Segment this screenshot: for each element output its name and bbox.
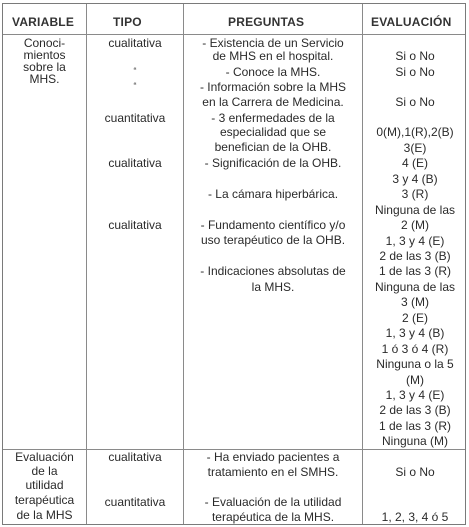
evaluacion-line: Si o No bbox=[395, 95, 435, 109]
pregunta-line: - Indicaciones absolutas de bbox=[200, 264, 346, 278]
evaluacion-line: 1 ó 3 ó 4 (R) bbox=[381, 342, 449, 356]
evaluacion-line: 1, 3 y 4 (E) bbox=[385, 388, 445, 402]
tipo-cell: cuantitativa bbox=[104, 495, 166, 509]
evaluacion-line: Ninguna (M) bbox=[381, 434, 449, 448]
evaluation-table bbox=[2, 3, 466, 525]
evaluacion-line: (M) bbox=[406, 373, 424, 387]
tipo-cell: cuantitativa bbox=[104, 111, 166, 125]
tipo-cell: cualitativa bbox=[108, 36, 162, 50]
pregunta-line: - Información sobre la MHS bbox=[199, 80, 347, 94]
pregunta-line: - Evaluación de la utilidad bbox=[204, 495, 342, 509]
evaluacion-line: 4 (E) bbox=[401, 156, 428, 170]
evaluacion-line: 3 y 4 (B) bbox=[392, 172, 438, 186]
variable-line: de la bbox=[31, 464, 58, 478]
header-tipo: TIPO bbox=[113, 15, 142, 29]
tipo-cell: cualitativa bbox=[108, 218, 162, 232]
variable-line: mientos bbox=[23, 48, 66, 62]
pregunta-line: - La cámara hiperbárica. bbox=[207, 187, 339, 201]
evaluacion-line: 3 (R) bbox=[401, 187, 429, 201]
evaluacion-line: Si o No bbox=[395, 65, 435, 79]
variable-line: Evaluación bbox=[15, 450, 74, 464]
variable-line: Conoci- bbox=[23, 36, 66, 50]
evaluacion-line: 0(M),1(R),2(B) bbox=[376, 125, 454, 139]
pregunta-line: especialidad que se bbox=[219, 125, 327, 139]
pregunta-line: benefician de la OHB. bbox=[214, 140, 332, 154]
evaluacion-line: 1, 2, 3, 4 ó 5 bbox=[381, 510, 449, 524]
evaluacion-line: 2 de las 3 (B) bbox=[379, 403, 451, 417]
variable-line: utilidad bbox=[25, 478, 64, 492]
tipo-cell: cualitativa bbox=[108, 450, 162, 464]
evaluacion-line: 1, 3 y 4 (E) bbox=[385, 234, 445, 248]
evaluacion-line: 1 de las 3 (R) bbox=[378, 419, 452, 433]
variable-line: terapéutica bbox=[14, 493, 75, 507]
tipo-cell: “ bbox=[133, 81, 137, 91]
evaluacion-line: 2 (M) bbox=[401, 218, 429, 232]
tipo-cell: “ bbox=[133, 66, 137, 76]
variable-line: sobre la bbox=[23, 60, 66, 74]
pregunta-line: - Ha enviado pacientes a bbox=[206, 450, 340, 464]
evaluacion-line: Ninguna de las bbox=[374, 203, 456, 217]
pregunta-line: la MHS. bbox=[251, 280, 295, 294]
variable-line: de la MHS bbox=[16, 508, 73, 522]
evaluacion-line: 3(E) bbox=[403, 141, 427, 155]
evaluacion-line: 1 de las 3 (R) bbox=[378, 264, 452, 278]
variable-line: MHS. bbox=[29, 72, 60, 86]
evaluacion-line: Si o No bbox=[395, 49, 435, 63]
pregunta-line: - Existencia de un Servicio bbox=[202, 36, 344, 50]
pregunta-line: tratamiento en el SMHS. bbox=[207, 465, 339, 479]
pregunta-line: terapéutica de la MHS. bbox=[211, 510, 335, 524]
evaluacion-line: Ninguna de las bbox=[374, 280, 456, 294]
header-evaluacion: EVALUACIÓN bbox=[371, 15, 452, 29]
tipo-cell: cualitativa bbox=[108, 156, 162, 170]
header-preguntas: PREGUNTAS bbox=[228, 15, 305, 29]
evaluacion-line: 1, 3 y 4 (B) bbox=[385, 326, 445, 340]
pregunta-line: - Significación de la OHB. bbox=[204, 156, 342, 170]
pregunta-line: - Fundamento científico y/o bbox=[200, 218, 346, 232]
header-variable: VARIABLE bbox=[12, 15, 75, 29]
header-divider bbox=[3, 34, 465, 35]
pregunta-line: de MHS en el hospital. bbox=[212, 49, 334, 63]
evaluacion-line: Si o No bbox=[395, 465, 435, 479]
pregunta-line: en la Carrera de Medicina. bbox=[202, 95, 344, 109]
pregunta-line: uso terapéutico de la OHB. bbox=[200, 233, 346, 247]
evaluacion-line: Ninguna o la 5 bbox=[376, 357, 454, 371]
evaluacion-line: 3 (M) bbox=[401, 295, 429, 309]
evaluacion-line: 2 de las 3 (B) bbox=[379, 249, 451, 263]
pregunta-line: - 3 enfermedades de la bbox=[211, 111, 335, 125]
pregunta-line: - Conoce la MHS. bbox=[225, 65, 321, 79]
evaluacion-line: 2 (E) bbox=[401, 311, 428, 325]
